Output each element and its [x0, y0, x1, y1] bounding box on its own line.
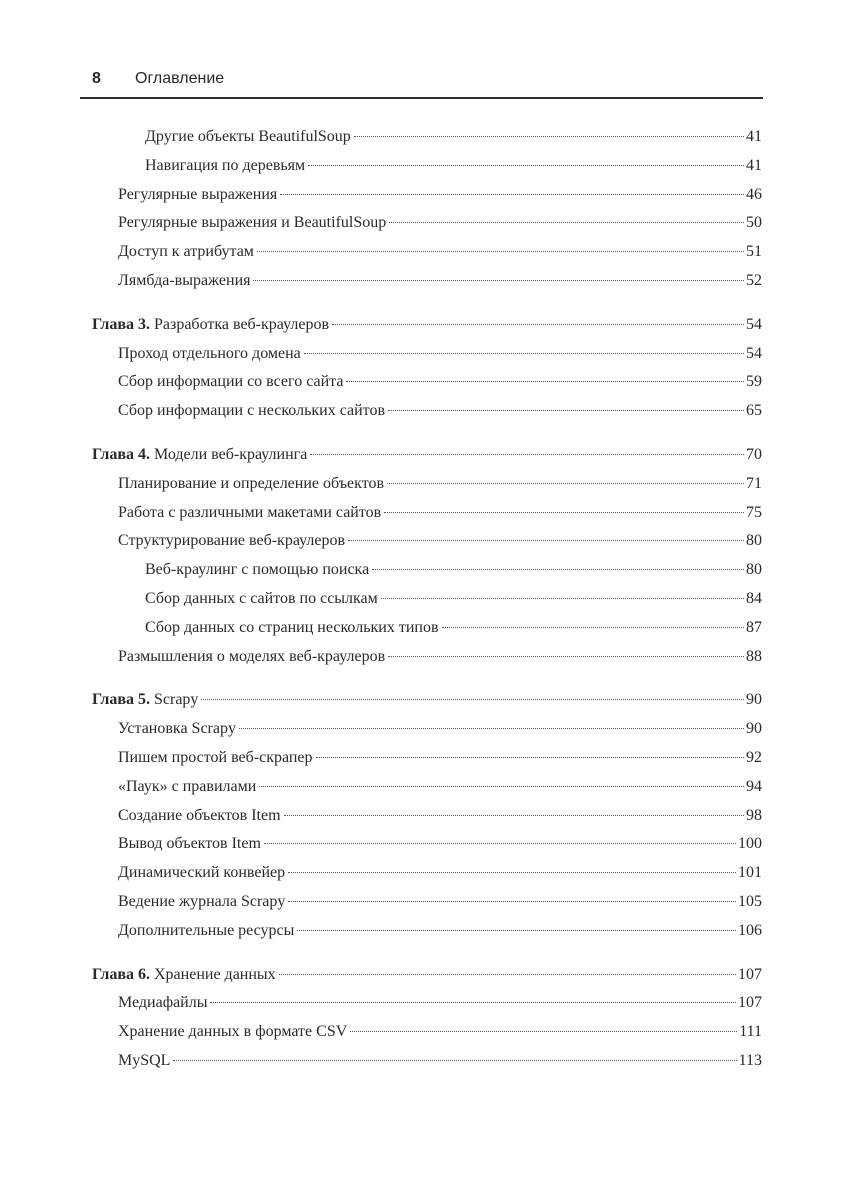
toc-entry[interactable] [92, 585, 762, 614]
dot-leader [259, 786, 744, 787]
dot-leader [280, 194, 744, 195]
entry-page-number: 100 [738, 835, 762, 853]
toc-entry[interactable] [92, 802, 762, 831]
entry-title: Хранение данных в формате CSV [118, 1023, 348, 1041]
dot-leader [354, 136, 744, 137]
entry-title-wrap [118, 527, 345, 556]
entry-title: Установка Scrapy [118, 720, 236, 738]
entry-page-number: 107 [738, 994, 762, 1012]
dot-leader [372, 569, 744, 570]
toc-group [92, 686, 762, 945]
entry-page-number: 41 [746, 156, 762, 174]
entry-title: Сбор информации со всего сайта [118, 373, 344, 391]
entry-title: Лямбда-выражения [118, 271, 251, 289]
entry-page-number: 87 [746, 618, 762, 636]
toc-entry[interactable] [92, 527, 762, 556]
dot-leader [253, 280, 744, 281]
entry-title: Сбор информации с нескольких сайтов [118, 402, 385, 420]
entry-page-number: 94 [746, 777, 762, 795]
toc-entry[interactable] [92, 989, 762, 1018]
dot-leader [279, 974, 736, 975]
entry-page-number: 101 [738, 864, 762, 882]
entry-page-number: 46 [746, 185, 762, 203]
toc-group [92, 961, 762, 1076]
dot-leader [264, 843, 736, 844]
entry-title: Доступ к атрибутам [118, 243, 254, 261]
entry-title-wrap [118, 773, 256, 802]
entry-title-wrap [118, 181, 277, 210]
dot-leader [310, 454, 744, 455]
entry-title-wrap [118, 209, 386, 238]
dot-leader [316, 757, 744, 758]
toc-entry[interactable] [92, 238, 762, 267]
entry-title-wrap [118, 989, 207, 1018]
chapter-label: Глава 4. [92, 445, 150, 463]
toc-entry[interactable] [92, 340, 762, 369]
dot-leader [239, 728, 744, 729]
entry-title: MySQL [118, 1051, 171, 1069]
entry-title: Структурирование веб-краулеров [118, 532, 346, 550]
toc-entry[interactable] [92, 123, 762, 152]
entry-title-wrap [118, 744, 313, 773]
toc-group [92, 311, 762, 426]
entry-title: Регулярные выражения [118, 185, 278, 203]
toc-entry[interactable] [92, 917, 762, 946]
toc-entry[interactable] [92, 859, 762, 888]
entry-title-wrap [118, 859, 285, 888]
entry-title: Вывод объектов Item [118, 835, 261, 853]
entry-title: Размышления о моделях веб-краулеров [118, 647, 386, 665]
entry-title-wrap [145, 152, 305, 181]
dot-leader [308, 165, 744, 166]
entry-page-number: 75 [746, 503, 762, 521]
entry-title-wrap [118, 1018, 347, 1047]
dot-leader [304, 353, 744, 354]
entry-title-wrap [118, 397, 385, 426]
entry-title-wrap [118, 715, 236, 744]
entry-page-number: 50 [746, 214, 762, 232]
toc-entry[interactable] [92, 773, 762, 802]
entry-page-number: 106 [738, 921, 762, 939]
entry-title: Разработка веб-краулеров [154, 315, 330, 333]
chapter-label: Глава 5. [92, 691, 150, 709]
entry-page-number: 59 [746, 373, 762, 391]
toc-entry[interactable] [92, 556, 762, 585]
entry-page-number: 65 [746, 402, 762, 420]
entry-title-wrap [118, 802, 281, 831]
entry-page-number: 98 [746, 806, 762, 824]
entry-page-number: 52 [746, 271, 762, 289]
entry-title: Навигация по деревьям [145, 156, 306, 174]
entry-title-wrap [92, 961, 276, 990]
entry-title: Создание объектов Item [118, 806, 281, 824]
entry-page-number: 54 [746, 315, 762, 333]
dot-leader [388, 410, 744, 411]
dot-leader [297, 930, 736, 931]
entry-page-number: 41 [746, 128, 762, 145]
dot-leader [389, 222, 744, 223]
dot-leader [350, 1031, 737, 1032]
entry-page-number: 70 [746, 445, 762, 463]
entry-page-number: 90 [746, 691, 762, 709]
entry-title-wrap [145, 585, 378, 614]
entry-title-wrap [118, 470, 384, 499]
entry-title: Веб-краулинг с помощью поиска [145, 561, 370, 579]
entry-title-wrap [118, 917, 294, 946]
entry-title-wrap [118, 499, 381, 528]
entry-title: Дополнительные ресурсы [118, 921, 295, 939]
entry-page-number: 107 [738, 965, 762, 983]
dot-leader [346, 381, 744, 382]
entry-page-number: 51 [746, 243, 762, 261]
entry-title-wrap [118, 1047, 170, 1076]
toc-chapter-entry[interactable] [92, 961, 762, 990]
entry-title: Планирование и определение объектов [118, 474, 385, 492]
toc-entry[interactable] [92, 1018, 762, 1047]
toc-entry[interactable] [92, 744, 762, 773]
dot-leader [348, 540, 744, 541]
dot-leader [288, 901, 736, 902]
entry-page-number: 105 [738, 892, 762, 910]
toc-chapter-entry[interactable] [92, 686, 762, 715]
entry-title: Работа с различными макетами сайтов [118, 503, 382, 521]
running-title: Оглавление [135, 70, 225, 87]
toc-entry[interactable] [92, 888, 762, 917]
dot-leader [257, 251, 744, 252]
entry-title-wrap [118, 340, 301, 369]
dot-leader [381, 598, 744, 599]
entry-title: Ведение журнала Scrapy [118, 892, 286, 910]
entry-page-number: 111 [739, 1023, 762, 1041]
entry-page-number: 84 [746, 589, 762, 607]
entry-title: Медиафайлы [118, 994, 208, 1012]
entry-title: Проход отдельного домена [118, 344, 301, 362]
dot-leader [387, 483, 744, 484]
toc-entry[interactable] [92, 152, 762, 181]
entry-title-wrap [145, 556, 369, 585]
entry-title-wrap [145, 614, 439, 643]
dot-leader [210, 1002, 736, 1003]
toc-entry[interactable] [92, 368, 762, 397]
entry-title-wrap [145, 123, 351, 152]
entry-title-wrap [118, 238, 254, 267]
toc-entry[interactable] [92, 830, 762, 859]
entry-title: Регулярные выражения и BeautifulSoup [118, 214, 387, 232]
dot-leader [201, 699, 744, 700]
dot-leader [442, 627, 744, 628]
toc-entry[interactable] [92, 614, 762, 643]
toc-chapter-entry[interactable] [92, 441, 762, 470]
toc-entry[interactable] [92, 267, 762, 296]
dot-leader [284, 815, 744, 816]
toc-entry[interactable] [92, 397, 762, 426]
entry-title: Пишем простой веб-скрапер [118, 748, 313, 766]
entry-page-number: 80 [746, 532, 762, 550]
dot-leader [173, 1060, 736, 1061]
toc-group [92, 441, 762, 671]
entry-title-wrap [118, 643, 385, 672]
dot-leader [384, 512, 744, 513]
entry-title: Сбор данных со страниц нескольких типов [145, 618, 439, 636]
entry-title: «Паук» с правилами [118, 777, 257, 795]
entry-page-number: 113 [738, 1051, 762, 1069]
toc-entry[interactable] [92, 1047, 762, 1076]
entry-page-number: 54 [746, 344, 762, 362]
entry-title-wrap [118, 368, 343, 397]
dot-leader [288, 872, 736, 873]
entry-page-number: 92 [746, 748, 762, 766]
dot-leader [332, 324, 744, 325]
table-of-contents [92, 123, 762, 1091]
toc-entry[interactable] [92, 643, 762, 672]
entry-title-wrap [92, 441, 307, 470]
header-rule [80, 97, 763, 99]
toc-entry[interactable] [92, 209, 762, 238]
entry-title: Сбор данных с сайтов по ссылкам [145, 589, 378, 607]
toc-chapter-entry[interactable] [92, 311, 762, 340]
toc-group [92, 123, 762, 296]
entry-page-number: 71 [746, 474, 762, 492]
entry-page-number: 88 [746, 647, 762, 665]
entry-title: Другие объекты BeautifulSoup [145, 128, 351, 145]
entry-page-number: 80 [746, 561, 762, 579]
entry-title: Модели веб-краулинга [154, 445, 308, 463]
entry-title: Хранение данных [154, 965, 276, 983]
page-number: 8 [92, 70, 101, 87]
entry-title: Scrapy [154, 691, 199, 709]
chapter-label: Глава 6. [92, 965, 150, 983]
entry-title-wrap [118, 830, 261, 859]
entry-title-wrap [92, 311, 329, 340]
toc-entry[interactable] [92, 499, 762, 528]
chapter-label: Глава 3. [92, 315, 150, 333]
toc-entry[interactable] [92, 181, 762, 210]
dot-leader [388, 656, 744, 657]
toc-entry[interactable] [92, 715, 762, 744]
entry-title-wrap [118, 267, 250, 296]
toc-entry[interactable] [92, 470, 762, 499]
entry-title: Динамический конвейер [118, 864, 286, 882]
entry-title-wrap [92, 686, 198, 715]
entry-title-wrap [118, 888, 285, 917]
entry-page-number: 90 [746, 720, 762, 738]
